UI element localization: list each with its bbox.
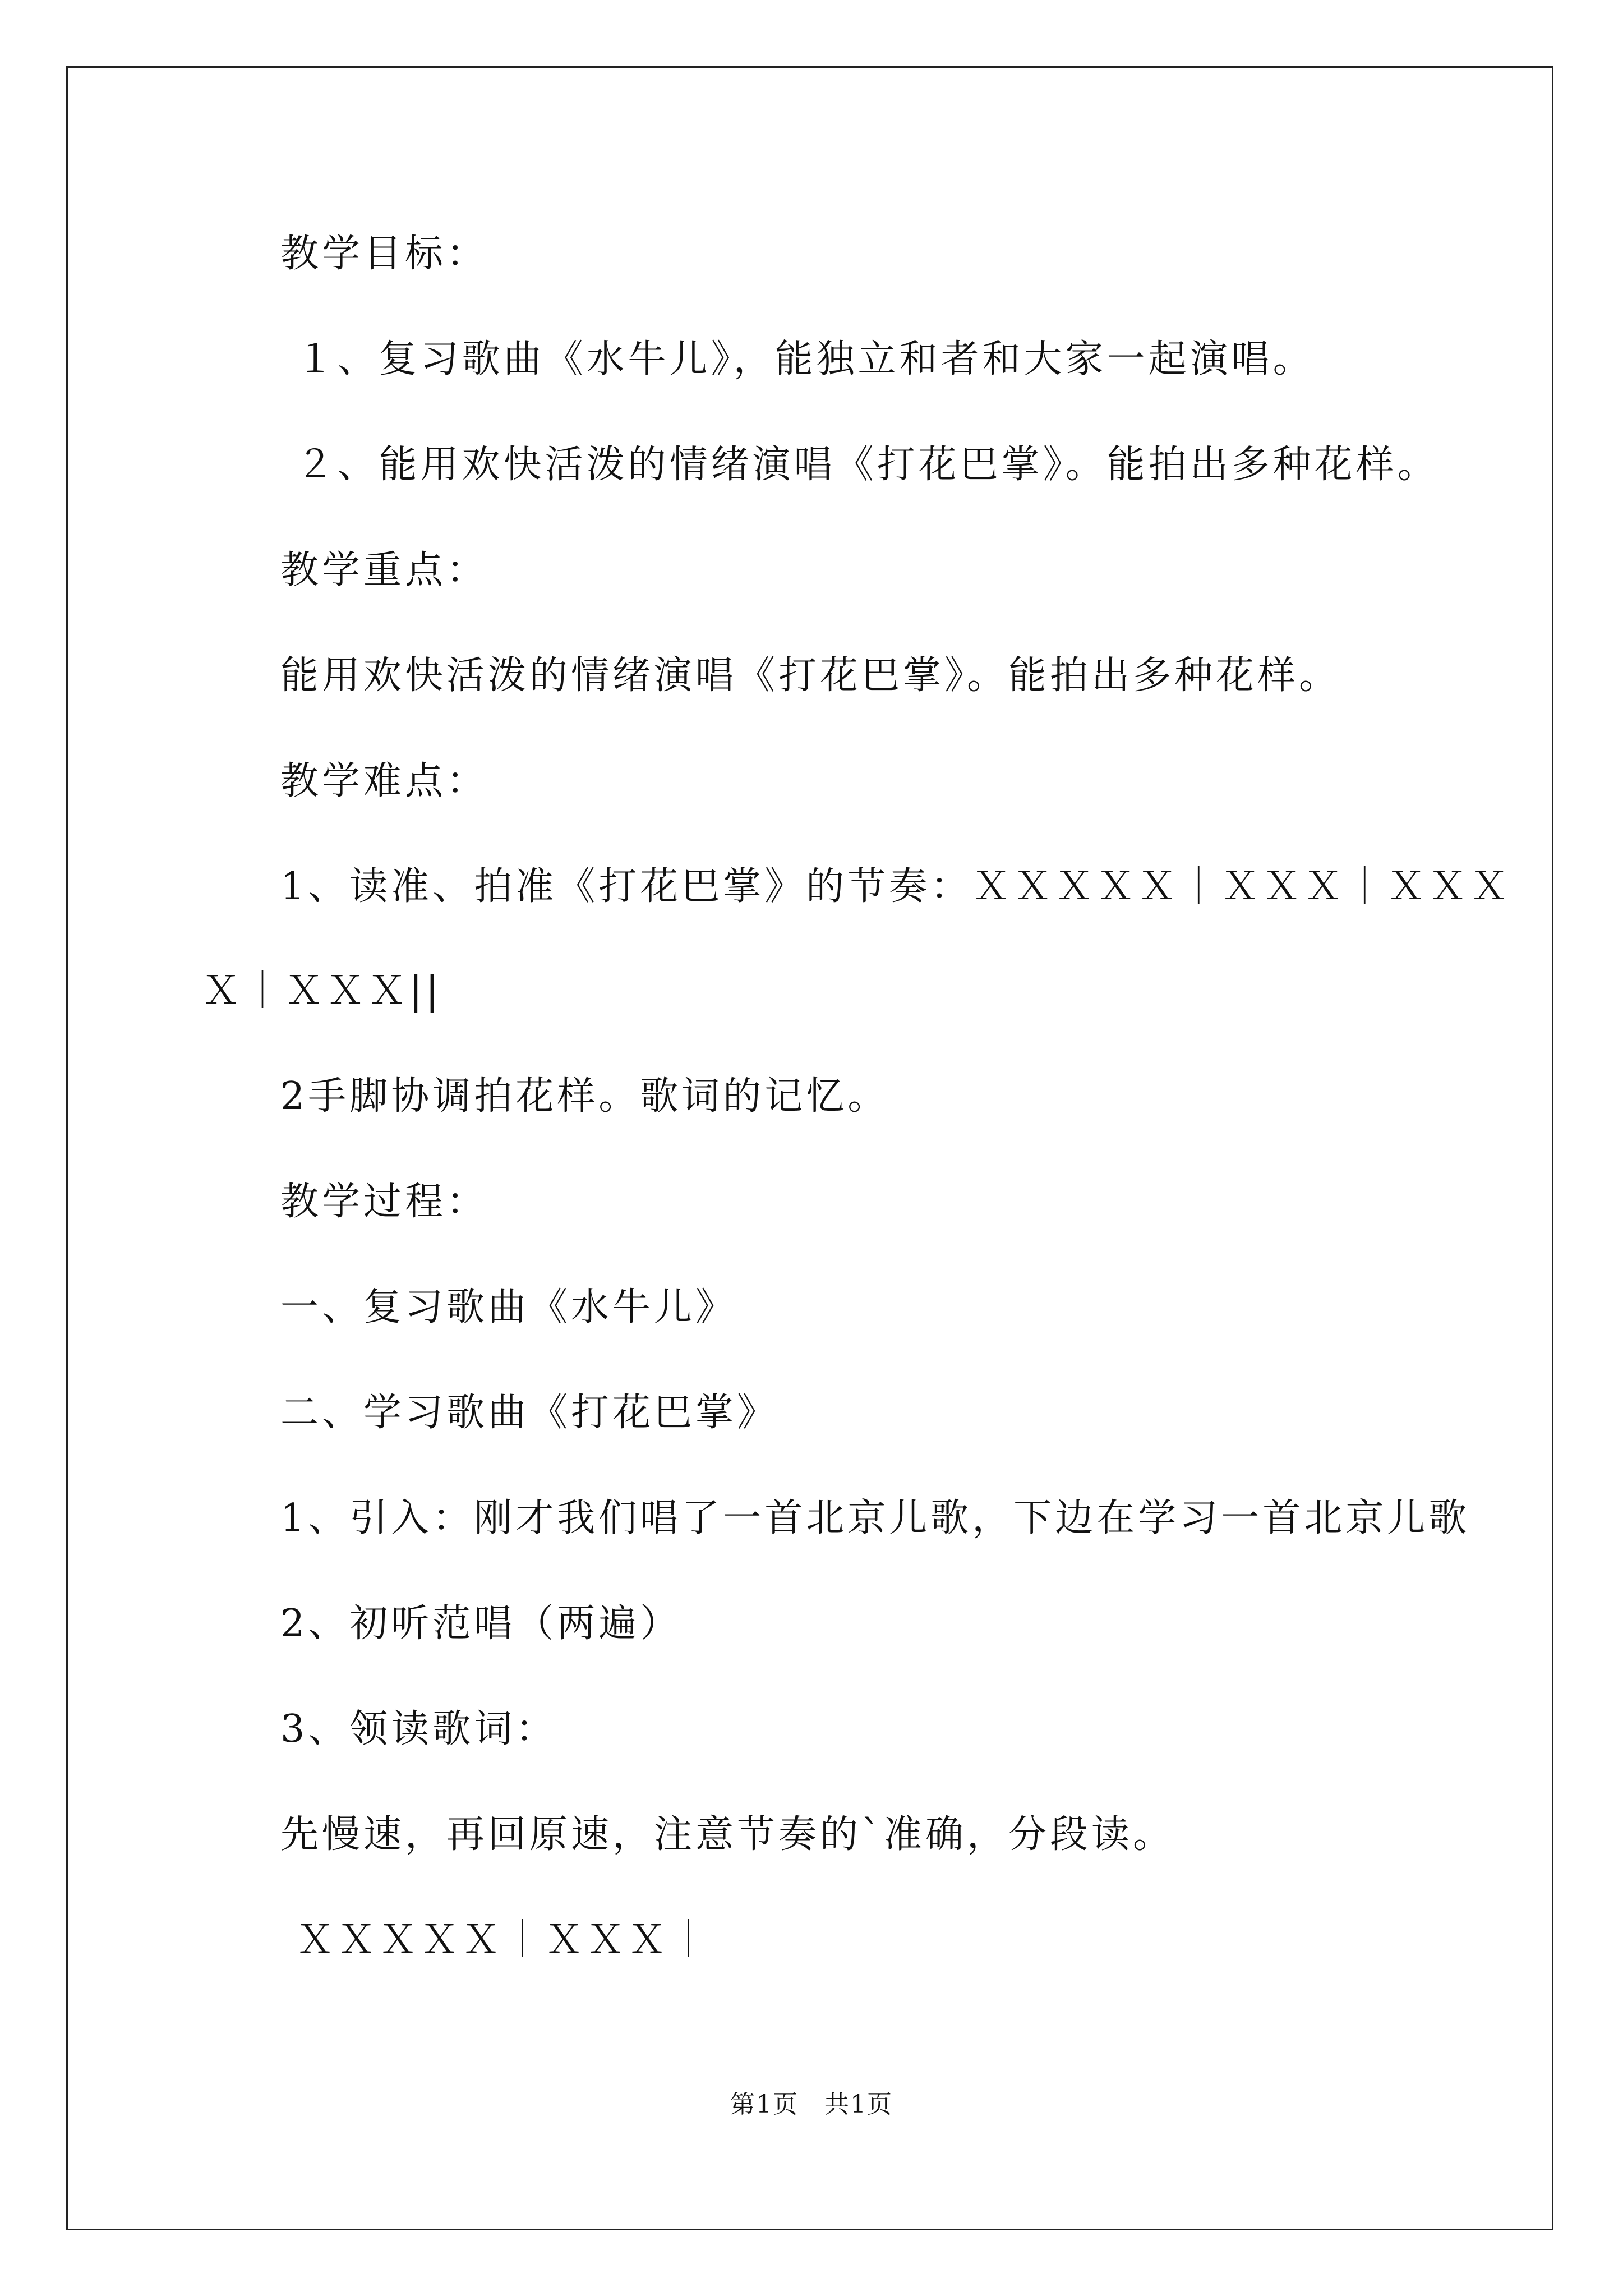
page-footer: 第1页 共1页 xyxy=(730,2090,893,2119)
heading-teaching-goals: 教学目标： xyxy=(280,232,488,276)
process-substep-1: 1、引入：刚才我们唱了一首北京儿歌，下边在学习一首北京儿歌 xyxy=(280,1496,1470,1540)
reading-instructions: 先慢速，再回原速，注意节奏的`准确，分段读。 xyxy=(280,1812,1175,1857)
key-point-text: 能用欢快活泼的情绪演唱《打花巴掌》。能拍出多种花样。 xyxy=(280,654,1341,698)
goal-item-2: ２、能用欢快活泼的情绪演唱《打花巴掌》。能拍出多种花样。 xyxy=(280,443,1439,487)
process-substep-2: 2、初听范唱（两遍） xyxy=(280,1602,682,1646)
page-border xyxy=(66,66,1553,2230)
process-step-2: 二、学习歌曲《打花巴掌》 xyxy=(280,1391,779,1435)
process-substep-3: 3、领读歌词： xyxy=(280,1707,557,1751)
goal-item-1: １、复习歌曲《水牛儿》，能独立和者和大家一起演唱。 xyxy=(280,337,1315,381)
difficulty-item-1: 1、读准、拍准《打花巴掌》的节奏：ＸＸＸＸＸ｜ＸＸＸ｜ＸＸＸ xyxy=(280,864,1512,909)
process-step-1: 一、复习歌曲《水牛儿》 xyxy=(280,1285,737,1329)
heading-difficulties: 教学难点： xyxy=(280,759,488,803)
rhythm-notation: ＸＸＸＸＸ｜ＸＸＸ｜ xyxy=(280,1918,711,1962)
difficulty-item-1-continued: Ｘ｜ＸＸＸ|| xyxy=(202,969,442,1013)
difficulty-item-2: 2手脚协调拍花样。歌词的记忆。 xyxy=(280,1074,889,1119)
heading-teaching-process: 教学过程： xyxy=(280,1180,488,1224)
heading-key-points: 教学重点： xyxy=(280,548,488,592)
